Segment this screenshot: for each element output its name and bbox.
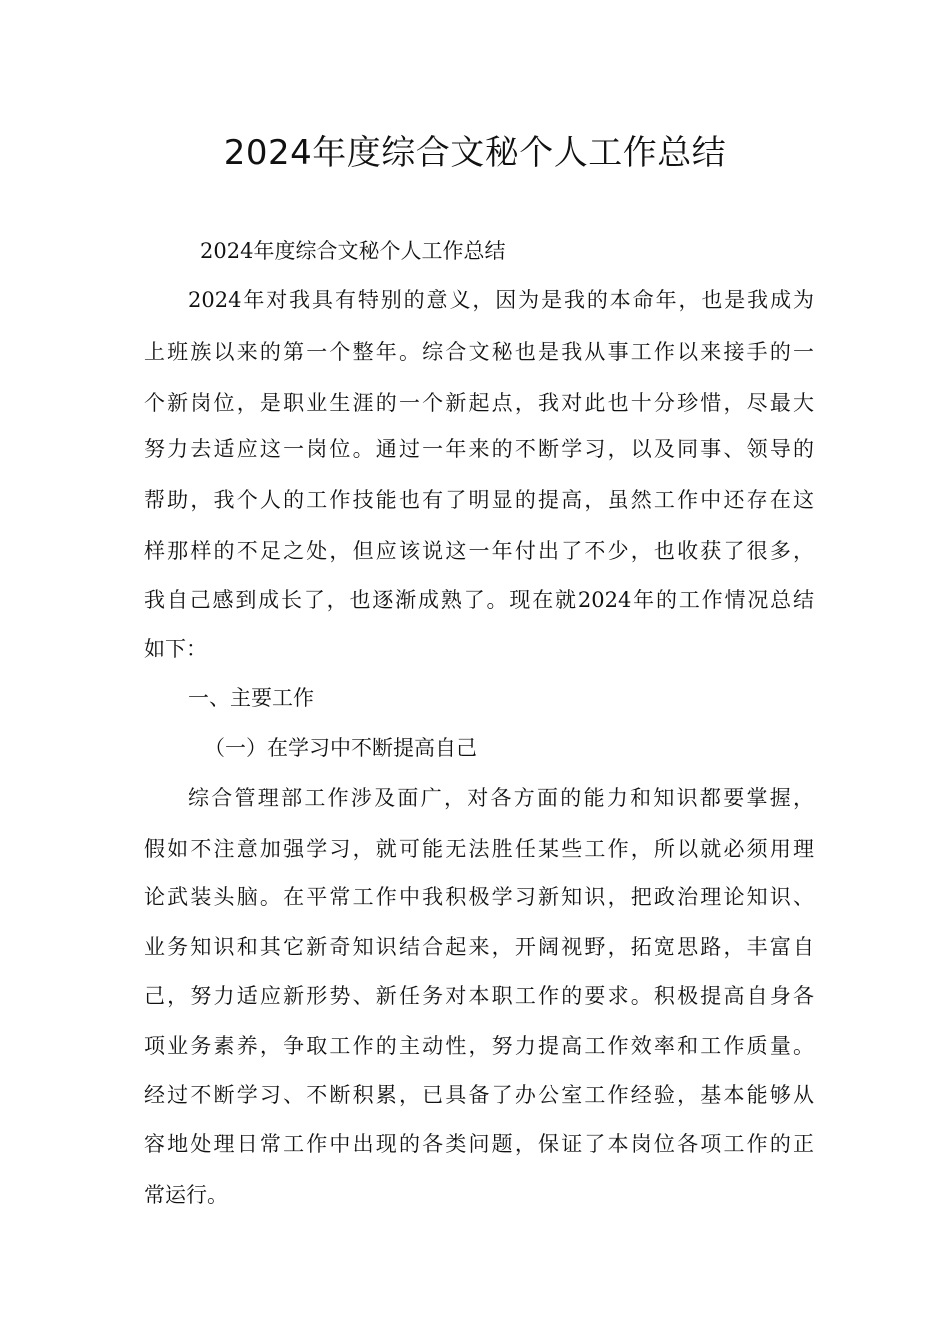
paragraph1-line: 努力去适应这一岗位。通过一年来的不断学习，以及同事、领导的	[144, 437, 814, 461]
paragraph1-line: 样那样的不足之处，但应该说这一年付出了不少，也收获了很多，	[144, 539, 814, 563]
document-subtitle: 2024年度综合文秘个人工作总结	[200, 239, 506, 263]
paragraph1-line: 帮助，我个人的工作技能也有了明显的提高，虽然工作中还存在这	[144, 488, 814, 512]
section-subheading: （一）在学习中不断提高自己	[204, 736, 477, 760]
paragraph2-line: 常运行。	[144, 1183, 228, 1207]
paragraph1-line: 如下：	[144, 637, 207, 661]
paragraph2-line: 论武装头脑。在平常工作中我积极学习新知识，把政治理论知识、	[144, 885, 814, 909]
paragraph2-line: 容地处理日常工作中出现的各类问题，保证了本岗位各项工作的正	[144, 1132, 814, 1156]
paragraph1-line: 我自己感到成长了，也逐渐成熟了。现在就2024年的工作情况总结	[144, 588, 814, 612]
paragraph2-line: 综合管理部工作涉及面广，对各方面的能力和知识都要掌握，	[188, 786, 814, 810]
document-title: 2024年度综合文秘个人工作总结	[223, 133, 727, 173]
paragraph2-line: 经过不断学习、不断积累，已具备了办公室工作经验，基本能够从	[144, 1083, 814, 1107]
paragraph1-line: 上班族以来的第一个整年。综合文秘也是我从事工作以来接手的一	[144, 340, 814, 364]
paragraph1-line: 2024年对我具有特别的意义，因为是我的本命年，也是我成为	[188, 288, 814, 312]
paragraph2-line: 假如不注意加强学习，就可能无法胜任某些工作，所以就必须用理	[144, 837, 814, 861]
paragraph2-line: 业务知识和其它新奇知识结合起来，开阔视野，拓宽思路，丰富自	[144, 935, 814, 959]
paragraph2-line: 项业务素养，争取工作的主动性，努力提高工作效率和工作质量。	[144, 1034, 814, 1058]
paragraph1-line: 个新岗位，是职业生涯的一个新起点，我对此也十分珍惜，尽最大	[144, 391, 814, 415]
paragraph2-line: 己，努力适应新形势、新任务对本职工作的要求。积极提高自身各	[144, 984, 814, 1008]
section-heading: 一、主要工作	[188, 686, 314, 710]
